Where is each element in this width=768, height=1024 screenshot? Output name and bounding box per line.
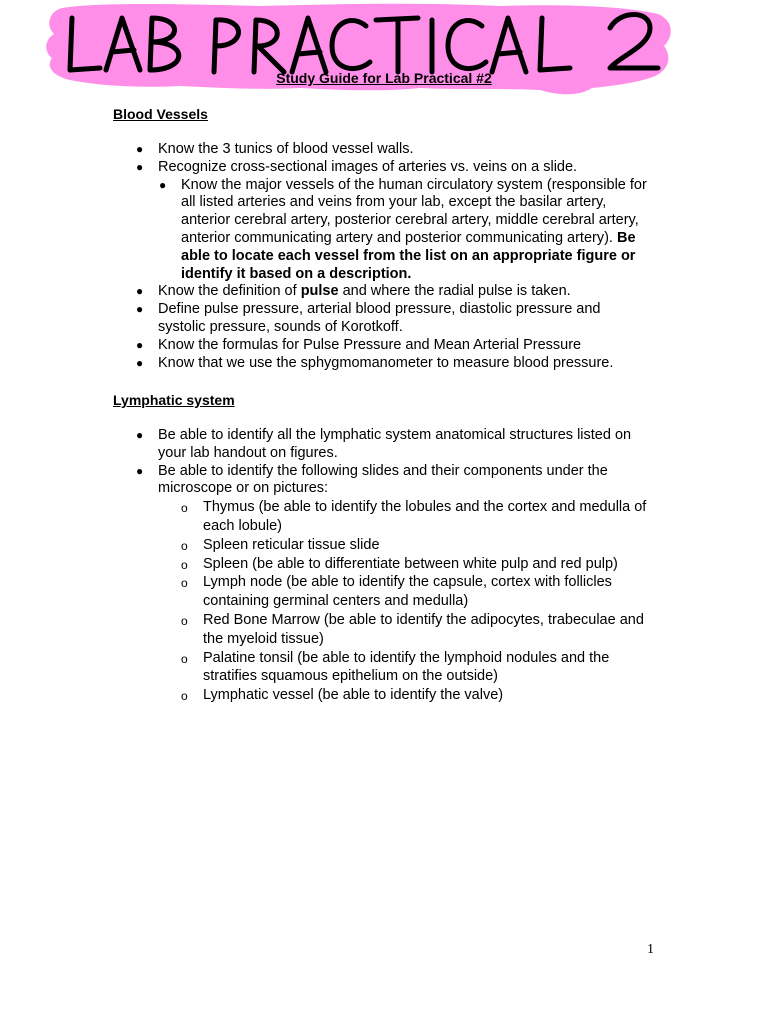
list-item: o Lymphatic vessel (be able to identify the valve) [0,686,655,705]
list-item: o Lymph node (be able to identify the capsule, cortex with follicles containing germinal centers and medulla) [181,574,612,610]
circle-bullet-icon: o [181,689,188,704]
section-heading-blood-vessels: Blood Vessels [113,106,208,122]
list-item: ● Know that we use the sphygmomanometer to measure blood pressure. [136,354,614,371]
blood-vessels-list [0,141,650,372]
circle-bullet-icon: o [181,538,188,553]
bullet-icon: ● [136,284,144,299]
bullet-icon: ● [136,302,144,317]
bullet-icon: ● [136,428,144,442]
list-item: ● Know the formulas for Pulse Pressure and Mean Arterial Pressure [136,336,582,353]
list-item: ● Recognize cross-sectional images of arteries vs. veins on a slide. [136,158,578,175]
document-title [0,70,768,86]
vessel-item-text: Know the major vessels of the human circulatory system (responsible for all listed arteries and veins from your lab, except the basilar artery, anterior cerebral artery, posterior cerebral artery, middle cerebral artery, anterior communicating artery and posterior communicating artery). [181,176,647,246]
document-title-text: Study Guide for Lab Practical #2 [276,70,492,86]
list-item: o Spleen (be able to differentiate between white pulp and red pulp) [0,555,655,574]
bullet-icon: ● [136,355,144,370]
pulse-bold-word: pulse [300,283,339,300]
list-item: ● Know the definition of pulse and where the radial pulse is taken. [136,283,571,300]
circle-bullet-icon: o [181,557,188,572]
circle-bullet-icon: o [181,576,188,591]
list-item: ● Know the 3 tunics of blood vessel walls. [136,141,414,157]
vessel-item-bold-text: Be able to locate each vessel from the list on an appropriate figure or identify it based on a description. [181,229,636,282]
circle-bullet-icon: o [181,651,188,666]
bullet-icon: ● [136,142,144,156]
list-item: ● Be able to identify the following slides and their components under the microscope or on pictures: [136,462,608,497]
list-item: o Red Bone Marrow (be able to identify the adipocytes, trabeculae and the myeloid tissue) [181,611,644,647]
list-item: ● Define pulse pressure, arterial blood pressure, diastolic pressure and systolic pressure, sounds of Korotkoff. [136,301,601,335]
list-item: o Spleen reticular tissue slide [0,536,655,555]
circle-bullet-icon: o [181,501,188,516]
circle-bullet-icon: o [181,613,188,628]
bullet-icon: ● [159,177,167,192]
bullet-icon: ● [136,463,144,478]
bullet-icon: ● [136,159,144,174]
list-item [0,177,649,284]
list-item: ● Be able to identify all the lymphatic system anatomical structures listed on your lab handout on figures. [136,427,632,461]
list-item: o Thymus (be able to identify the lobules and the cortex and medulla of each lobule) [181,499,647,534]
section-heading-lymphatic-system: Lymphatic system [113,392,235,408]
lymphatic-system-list [0,427,655,705]
page-number: 1 [647,942,654,957]
list-item: o Palatine tonsil (be able to identify the lymphoid nodules and the stratifies squamous epithelium on the outside) [181,649,610,685]
bullet-icon: ● [136,337,144,352]
